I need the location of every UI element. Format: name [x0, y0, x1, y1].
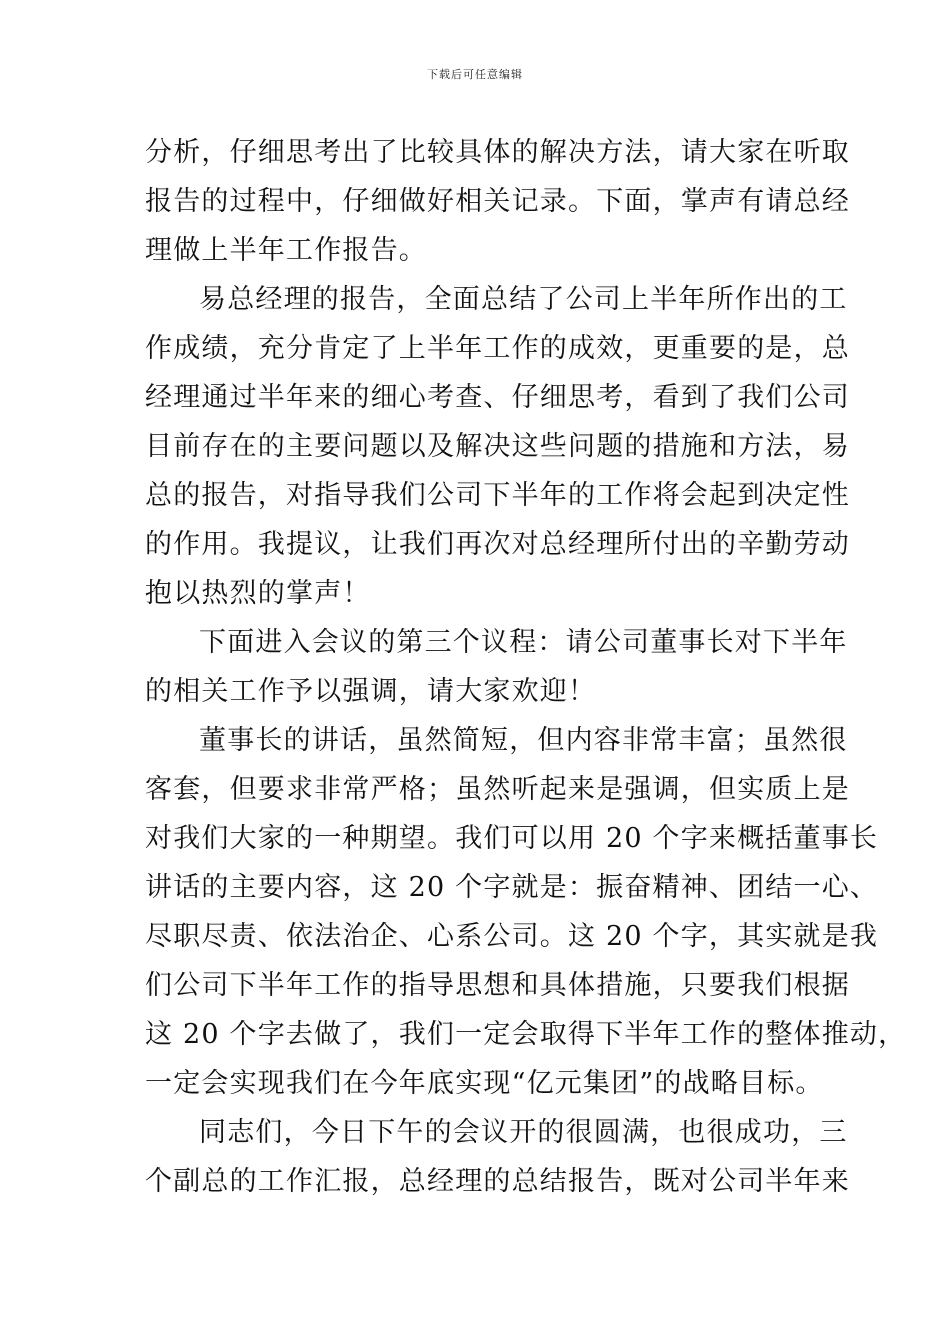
text-line: 个副总的工作汇报，总经理的总结报告，既对公司半年来	[145, 1166, 850, 1197]
text-line: 们公司下半年工作的指导思想和具体措施，只要我们根据	[145, 970, 850, 1001]
text-line: 作成绩，充分肯定了上半年工作的成效，更重要的是，总	[145, 333, 850, 364]
text-line: 一定会实现我们在今年底实现“亿元集团”的战略目标。	[145, 1068, 824, 1099]
paragraph-first-line: 同志们，今日下午的会议开的很圆满，也很成功，三	[199, 1117, 848, 1148]
header-note: 下载后可任意编辑	[427, 68, 523, 81]
text-line: 的相关工作予以强调，请大家欢迎！	[145, 676, 597, 707]
paragraph-first-line: 易总经理的报告，全面总结了公司上半年所作出的工	[199, 284, 848, 315]
text-line: 报告的过程中，仔细做好相关记录。下面，掌声有请总经	[145, 186, 850, 217]
paragraph-first-line: 下面进入会议的第三个议程：请公司董事长对下半年	[199, 627, 848, 658]
text-line: 的作用。我提议，让我们再次对总经理所付出的辛勤劳动	[145, 529, 850, 560]
text-line: 理做上半年工作报告。	[145, 235, 427, 266]
text-line: 尽职尽责、依法治企、心系公司。这 20 个字，其实就是我	[145, 921, 879, 952]
text-line: 抱以热烈的掌声！	[145, 578, 371, 609]
text-line: 讲话的主要内容，这 20 个字就是：振奋精神、团结一心、	[145, 872, 879, 903]
text-line: 客套，但要求非常严格；虽然听起来是强调，但实质上是	[145, 774, 850, 805]
text-line: 总的报告，对指导我们公司下半年的工作将会起到决定性	[145, 480, 850, 511]
text-line: 这 20 个字去做了，我们一定会取得下半年工作的整体推动，	[145, 1019, 907, 1050]
text-line: 目前存在的主要问题以及解决这些问题的措施和方法，易	[145, 431, 850, 462]
text-line: 对我们大家的一种期望。我们可以用 20 个字来概括董事长	[145, 823, 879, 854]
paragraph-first-line: 董事长的讲话，虽然简短，但内容非常丰富；虽然很	[199, 725, 848, 756]
document-body	[145, 128, 907, 1206]
text-line: 经理通过半年来的细心考查、仔细思考，看到了我们公司	[145, 382, 850, 413]
text-line: 分析，仔细思考出了比较具体的解决方法，请大家在听取	[145, 137, 850, 168]
